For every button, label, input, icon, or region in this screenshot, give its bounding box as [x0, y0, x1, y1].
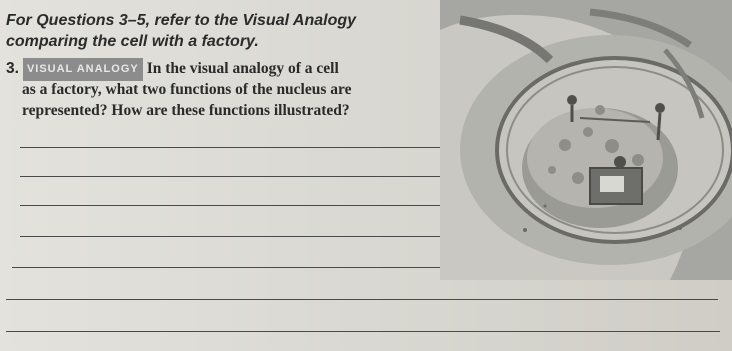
question-3	[6, 58, 446, 81]
question-number: 3.	[6, 60, 19, 77]
answer-line[interactable]	[6, 299, 718, 300]
question-text-line-2: as a factory, what two functions of the nucleus are	[22, 81, 352, 98]
visual-analogy-badge: VISUAL ANALOGY	[23, 58, 143, 81]
answer-line[interactable]	[20, 236, 448, 237]
answer-line[interactable]	[20, 205, 446, 206]
question-text-continued	[22, 79, 452, 121]
instructions-heading	[6, 10, 446, 52]
question-text-line-3: represented? How are these functions illustrated?	[22, 102, 350, 119]
factory-nucleus-illustration-icon	[440, 0, 732, 280]
answer-line[interactable]	[20, 176, 444, 177]
heading-line-2: comparing the cell with a factory.	[6, 33, 259, 50]
answer-line[interactable]	[20, 147, 442, 148]
question-text-line-1: In the visual analogy of a cell	[146, 60, 339, 77]
heading-line-1: For Questions 3–5, refer to the Visual Analogy	[6, 12, 357, 29]
answer-line[interactable]	[12, 267, 452, 268]
answer-line[interactable]	[6, 331, 720, 332]
